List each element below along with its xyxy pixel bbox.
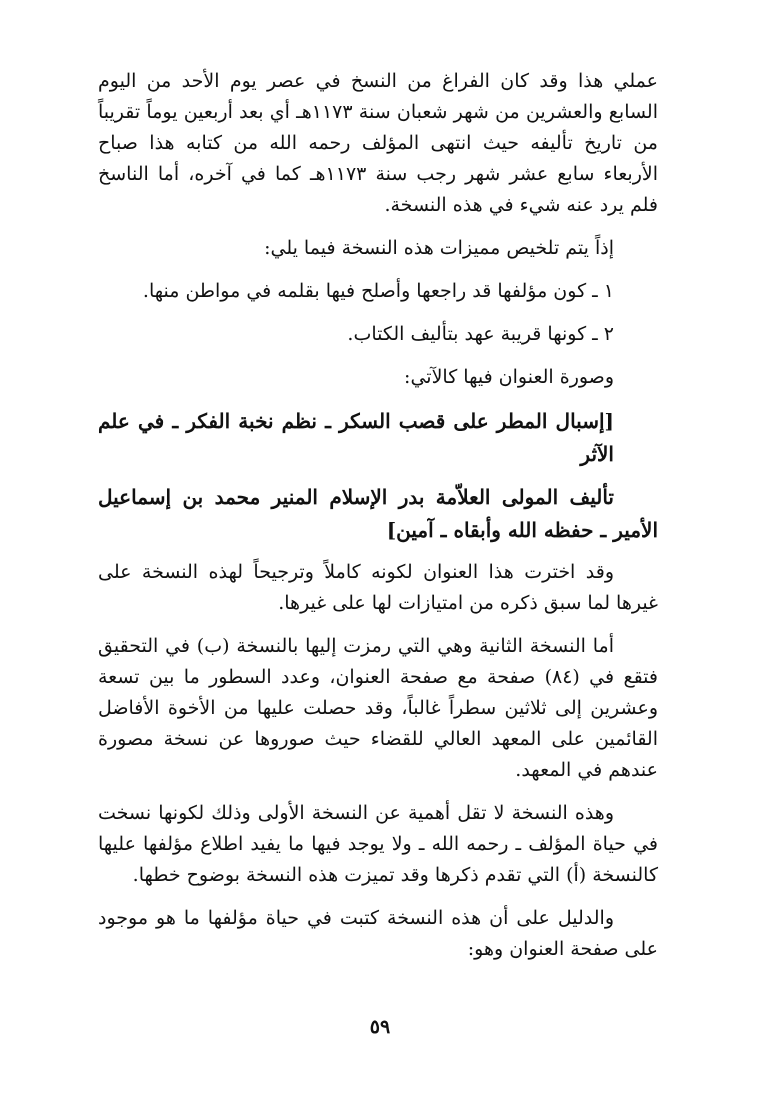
paragraph-second-copy: أما النسخة الثانية وهي التي رمزت إليها بالنسخة (ب) في التحقيق فتقع في (٨٤) صفحة مع صفحة العنوان، وعدد السطور ما بين تسعة وعشرين إلى ثلاثين سطراً غالباً، وقد حصلت عليها من الأخوة الأفاضل القائمين على المعهد العالي للقضاء حيث صوروها عن نسخة مصورة عندهم في المعهد.: [98, 635, 658, 781]
paragraph-title-choice: وقد اخترت هذا العنوان لكونه كاملاً وترجيحاً لهذه النسخة على غيرها لما سبق ذكره من امتيازات لها على غيرها.: [98, 561, 658, 614]
manuscript-title-line-2: تأليف المولى العلاّمة بدر الإسلام المنير محمد بن إسماعيل الأمير ـ حفظه الله وأبقاه ـ آمين]: [98, 485, 658, 542]
paragraph-evidence: والدليل على أن هذه النسخة كتبت في حياة مؤلفها ما هو موجود على صفحة العنوان وهو:: [98, 907, 658, 960]
paragraph-title-intro: وصورة العنوان فيها كالآتي:: [404, 366, 614, 388]
page-number: ٥٩: [369, 1016, 391, 1038]
paragraph-second-copy-importance: وهذه النسخة لا تقل أهمية عن النسخة الأولى وذلك لكونها نسخت في حياة المؤلف ـ رحمه الله ـ ولا يوجد فيها ما يفيد اطلاع مؤلفها عليها كالنسخة (أ) التي تقدم ذكرها وقد تميزت هذه النسخة بوضوح خطها.: [98, 802, 658, 886]
paragraph-summary-intro: إذاً يتم تلخيص مميزات هذه النسخة فيما يلي:: [264, 237, 614, 259]
list-item-2: ٢ ـ كونها قريبة عهد بتأليف الكتاب.: [347, 323, 614, 345]
paragraph-copy-completion: عملي هذا وقد كان الفراغ من النسخ في عصر يوم الأحد من اليوم السابع والعشرين من شهر شعبان سنة ١١٧٣هـ أي بعد أربعين يوماً تقريباً من تاريخ تأليفه حيث انتهى المؤلف رحمه الله من كتابه هذا صباح الأربعاء سابع عشر شهر رجب سنة ١١٧٣هـ كما في آخره، أما الناسخ فلم يرد عنه شيء في هذه النسخة.: [98, 70, 658, 216]
page-body: [98, 66, 658, 977]
list-item-1: ١ ـ كون مؤلفها قد راجعها وأصلح فيها بقلمه في مواطن منها.: [142, 280, 614, 302]
manuscript-title-line-1: [إسبال المطر على قصب السكر ـ نظم نخبة الفكر ـ في علم الآثر: [98, 409, 614, 466]
